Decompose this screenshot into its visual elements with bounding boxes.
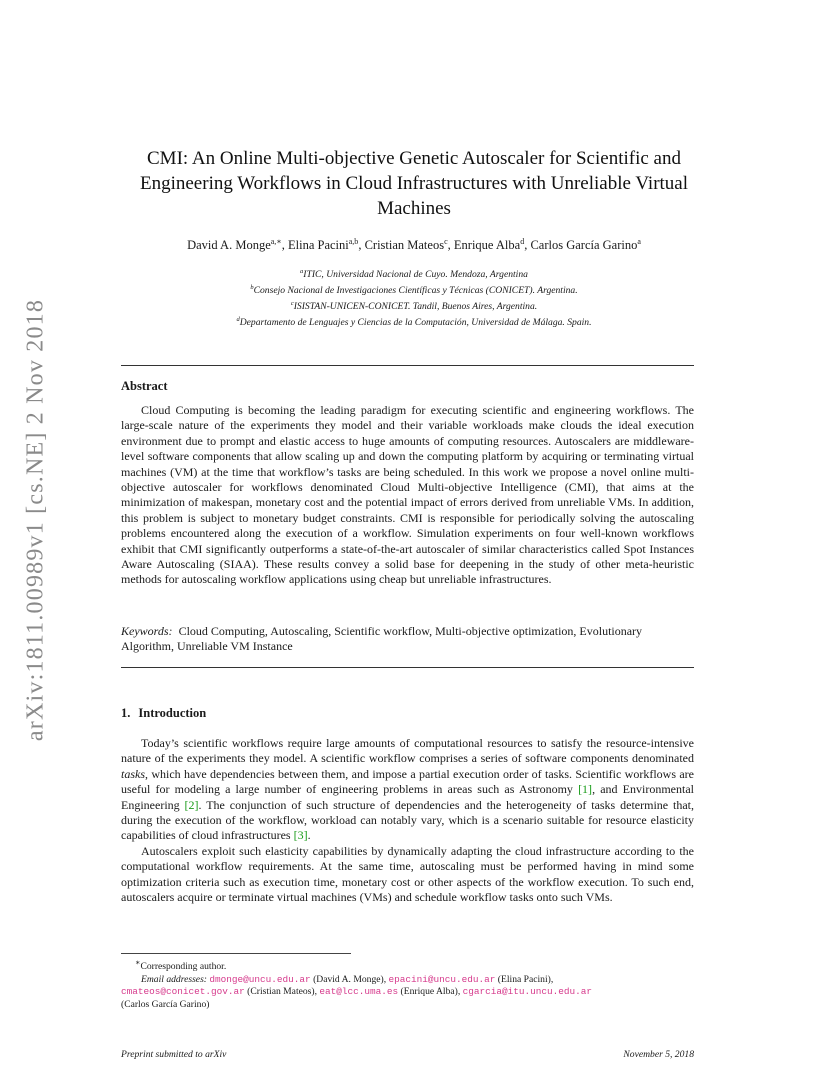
abstract-heading: Abstract	[121, 379, 168, 393]
text-run: , and Environmental Engineering	[121, 782, 694, 812]
author-sep: ,	[281, 238, 288, 253]
section-number: 1.	[121, 706, 131, 720]
abstract-bottom-rule	[121, 667, 694, 668]
email-owner: (Cristian Mateos),	[244, 986, 320, 998]
affiliation	[110, 298, 718, 314]
author-sep: ,	[447, 238, 454, 253]
email-owner: (David A. Monge),	[310, 973, 389, 985]
text-run: . The conjunction of such structure of dependencies and the heterogeneity of tasks determine that, during the execution of the workflow, workload can notably vary, which is a scenario suitable for resource elasticity capabilities of cloud infrastructures	[121, 797, 694, 843]
footer-right: November 5, 2018	[623, 1049, 694, 1060]
author-sup: d	[520, 237, 525, 246]
email-link[interactable]: epacini@uncu.edu.ar	[388, 973, 496, 985]
footer-left: Preprint submitted to arXiv	[121, 1049, 227, 1060]
author-sup: a,b	[348, 237, 359, 246]
author-sup: a	[637, 237, 641, 246]
email-link[interactable]: dmonge@uncu.edu.ar	[209, 973, 311, 985]
email-owner: (Enrique Alba),	[398, 986, 463, 998]
affiliation-text: Departamento de Lenguajes y Ciencias de la Computación, Universidad de Málaga. Spain.	[239, 317, 592, 329]
affiliation-list	[110, 266, 718, 330]
footnote-emails-line	[121, 974, 694, 987]
keywords-label: Keywords:	[121, 624, 173, 638]
author-name: Cristian Mateos	[364, 238, 445, 253]
introduction-body	[121, 736, 694, 905]
affiliation-sup: d	[236, 315, 240, 323]
footnote-text: Corresponding author.	[140, 961, 227, 973]
section-heading	[121, 706, 206, 721]
abstract-body: Cloud Computing is becoming the leading paradigm for executing scientific and engineering workflows. The large-scale nature of the experiments they model and their variable workloads make clouds the ideal execution environment due to prompt and elastic access to huge amounts of computing resources. Autoscalers are middleware-level software components that allow scaling up and down the computing platform by acquiring or terminating virtual machines (VM) at the time that workflow’s tasks are being scheduled. In this work we propose a novel online multi-objective autoscaler for workflows denominated Cloud Multi-objective Intelligence (CMI), that aims at the minimization of makespan, monetary cost and the potential impact of errors derived from unreliable VMs. In addition, this problem is subject to monetary budget constraints. CMI is responsible for periodically solving the autoscaling problems encountered along the execution of a workflow. Simulation experiments on four well-known workflows exhibit that CMI significantly outperforms a state-of-the-art autoscaler of similar characteristics called Spot Instances Aware Autoscaling (SIAA). These results convey a solid base for deepening in the study of other meta-heuristic methods for autoscaling workflow applications using cheap but unreliable infrastructures.	[121, 403, 694, 587]
footnote-emails-line	[121, 986, 694, 999]
author-sep: ,	[358, 238, 365, 253]
footnote-rule	[121, 953, 351, 954]
arxiv-stamp: arXiv:1811.00989v1 [cs.NE] 2 Nov 2018	[22, 298, 49, 742]
footnote-corresponding	[121, 957, 694, 974]
text-run: , which have dependencies between them, and impose a partial execution order of tasks. Scientific workflows are useful for modeling a large number of engineering problems in areas such as Astronomy	[121, 766, 694, 797]
keywords-text: Cloud Computing, Autoscaling, Scientific workflow, Multi-objective optimization, Evolutionary Algorithm, Unreliable VM Instance	[121, 624, 643, 654]
affiliation	[110, 314, 718, 330]
email-label: Email addresses:	[141, 973, 207, 985]
footnote	[121, 957, 694, 1012]
text-run: .	[307, 828, 311, 843]
paper-title: CMI: An Online Multi-objective Genetic Autoscaler for Scientific and Engineering Workflows in Cloud Infrastructures with Unreliable Virtual Machines	[139, 148, 689, 219]
author-name: Carlos García Garino	[530, 238, 638, 253]
affiliation	[110, 282, 718, 298]
author-sup: c	[444, 237, 448, 246]
citation-link[interactable]: [2]	[184, 797, 199, 812]
text-run: Today’s scientific workflows require large amounts of computational resources to satisfy the resource-intensive nature of the experiments they model. A scientific workflow comprises a series of software components denominated	[121, 736, 694, 766]
affiliation-text: Consejo Nacional de Investigaciones Científicas y Técnicas (CONICET). Argentina.	[253, 285, 578, 297]
author-name: Enrique Alba	[453, 238, 521, 253]
author-name: David A. Monge	[187, 238, 271, 253]
paragraph	[121, 736, 694, 844]
affiliation	[110, 266, 718, 282]
footnote-mark: ∗	[135, 958, 141, 967]
citation-link[interactable]: [3]	[293, 828, 308, 843]
author-sep: ,	[524, 238, 531, 253]
abstract-top-rule	[121, 365, 694, 366]
email-owner: (Elina Pacini),	[495, 973, 554, 985]
section-title: Introduction	[138, 706, 207, 720]
affiliation-sup: c	[290, 299, 294, 307]
affiliation-text: ISISTAN-UNICEN-CONICET. Tandil, Buenos Aires, Argentina.	[293, 301, 538, 313]
citation-link[interactable]: [1]	[578, 782, 593, 797]
affiliation-text: ITIC, Universidad Nacional de Cuyo. Mendoza, Argentina	[303, 269, 528, 281]
keywords	[121, 624, 694, 655]
emphasis-text: tasks	[121, 766, 145, 781]
footnote-last-line: (Carlos García Garino)	[121, 998, 210, 1010]
author-list	[110, 237, 718, 253]
affiliation-sup: b	[250, 283, 254, 291]
email-link[interactable]: eat@lcc.uma.es	[319, 986, 399, 998]
affiliation-sup: a	[300, 268, 304, 275]
author-name: Elina Pacini	[288, 238, 349, 253]
email-link[interactable]: cgarcia@itu.uncu.edu.ar	[462, 986, 593, 998]
paragraph: Autoscalers exploit such elasticity capabilities by dynamically adapting the cloud infrastructure according to the computational workflow requirements. At the same time, autoscaling must be performed having in mind some optimization criteria such as execution time, monetary cost or other aspects of the workflow execution. To such end, autoscalers acquire or terminate virtual machines (VMs) and schedule workflow tasks onto such VMs.	[121, 843, 694, 905]
email-link[interactable]: cmateos@conicet.gov.ar	[121, 986, 245, 998]
author-sup: a,∗	[270, 237, 282, 246]
